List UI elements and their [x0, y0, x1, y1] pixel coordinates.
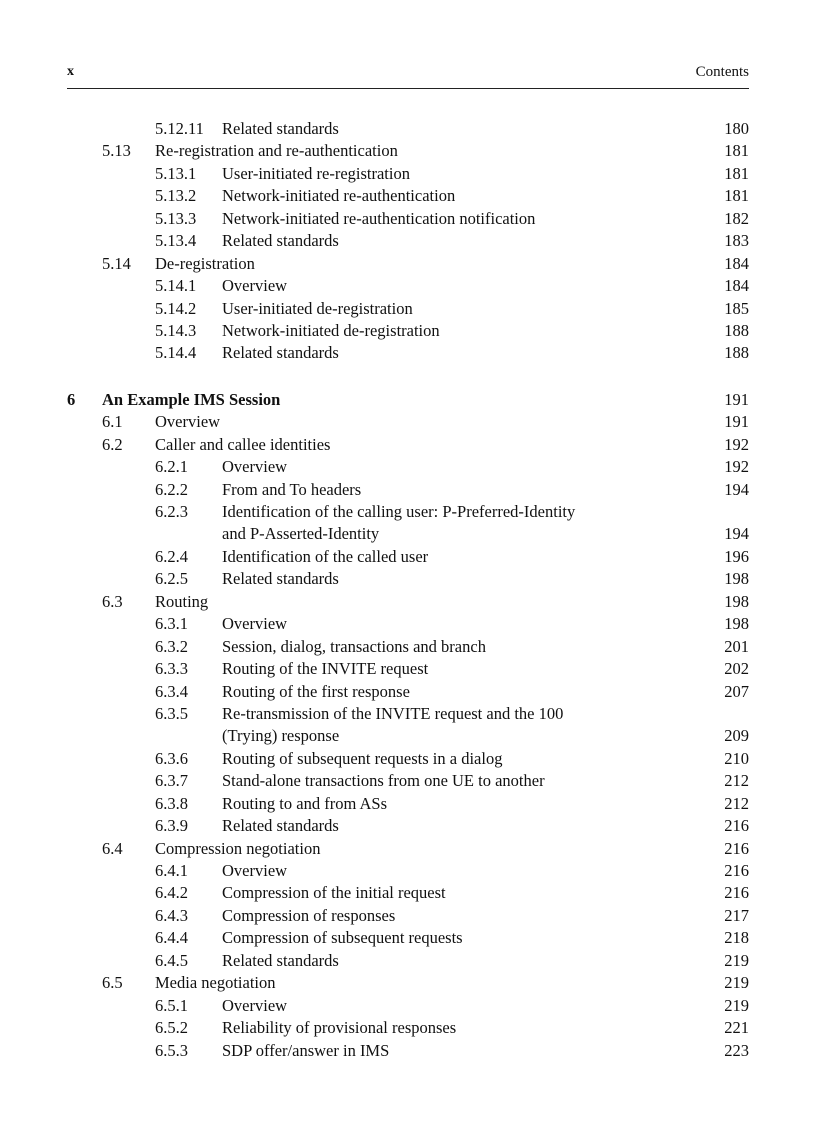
toc-entry-title: (Trying) response	[222, 726, 340, 746]
toc-subsection-entry	[0, 479, 816, 501]
toc-entry-number: 5.14	[102, 253, 131, 273]
toc-entry-number: 6.1	[102, 412, 123, 432]
toc-entry-continuation	[0, 523, 816, 545]
toc-entry-number: 6.4.1	[155, 861, 188, 880]
toc-entry-number: 5.12.11	[155, 119, 204, 138]
running-title: Contents	[695, 64, 749, 80]
toc-entry-title: Routing of the INVITE request	[222, 659, 429, 679]
header-rule	[67, 88, 749, 89]
toc-entry-number: 5.13.3	[155, 208, 197, 228]
toc-entry-page: 191	[724, 412, 749, 432]
toc-entry-number: 6.3.4	[155, 681, 188, 701]
toc-entry-number: 6.3.8	[155, 793, 188, 813]
toc-entry-number: 6.2.1	[155, 457, 188, 477]
toc-entry-page: 219	[724, 995, 749, 1015]
toc-entry-page: 221	[724, 1018, 749, 1038]
toc-entry-number: 5.14.3	[155, 320, 197, 340]
toc-entry-page: 188	[724, 320, 749, 340]
toc-entry-page: 198	[724, 591, 749, 611]
toc-subsection-entry	[0, 995, 816, 1017]
toc-entry-title: Identification of the called user	[222, 546, 429, 566]
toc-entry-number: 6.5.3	[155, 1040, 188, 1060]
toc-spacer	[0, 365, 816, 389]
toc-entry-page: 216	[724, 883, 749, 903]
toc-entry-title: Re-transmission of the INVITE request and the 100	[222, 703, 564, 723]
toc-entry-page: 216	[724, 816, 749, 836]
toc-entry-page: 196	[724, 546, 749, 566]
toc-subsection-entry	[0, 546, 816, 568]
toc-entry-page: 194	[724, 524, 749, 544]
toc-entry-title: De-registration	[155, 253, 255, 273]
toc-entry-title: Compression of subsequent requests	[222, 928, 463, 948]
toc-entry-title: Related standards	[222, 816, 339, 836]
toc-entry-title: Media negotiation	[155, 973, 276, 993]
toc-entry-page: 183	[724, 231, 749, 251]
toc-subsection-entry	[0, 298, 816, 320]
toc-entry-number: 6.4	[102, 838, 123, 858]
toc-subsection-entry	[0, 163, 816, 185]
toc-entry-page: 210	[724, 748, 749, 768]
toc-subsection-entry	[0, 230, 816, 252]
toc-section-entry	[0, 140, 816, 162]
toc-entry-title: Related standards	[222, 119, 339, 138]
toc-entry-title: Network-initiated re-authentication	[222, 186, 456, 206]
toc-entry-title: Routing of the first response	[222, 681, 410, 701]
toc-entry-title: Overview	[155, 412, 221, 432]
toc-entry-title: Compression of responses	[222, 905, 396, 925]
toc-entry-number: 6.2.5	[155, 569, 188, 589]
toc-entry-page: 191	[724, 389, 749, 409]
toc-subsection-entry	[0, 793, 816, 815]
toc-entry-page: 188	[724, 343, 749, 363]
toc-entry-page: 216	[724, 861, 749, 880]
toc-entry-page: 217	[724, 905, 749, 925]
toc-entry-page: 180	[724, 119, 749, 138]
toc-entry-title: From and To headers	[222, 479, 362, 499]
toc-subsection-entry	[0, 681, 816, 703]
toc-section-entry	[0, 972, 816, 994]
toc-entry-number: 5.13.4	[155, 231, 197, 251]
toc-entry-title: Related standards	[222, 343, 339, 363]
toc-subsection-entry	[0, 185, 816, 207]
toc-entry-number: 6.4.2	[155, 883, 188, 903]
toc-subsection-entry	[0, 860, 816, 882]
toc-subsection-entry	[0, 501, 816, 523]
toc-entry-number: 6.3.2	[155, 636, 188, 656]
toc-entry-title: Related standards	[222, 569, 339, 589]
toc-subsection-entry	[0, 568, 816, 590]
toc-entry-page: 192	[724, 434, 749, 454]
toc-entry-number: 6.2	[102, 434, 123, 454]
toc-entry-page: 181	[724, 186, 749, 206]
toc-entry-page: 185	[724, 298, 749, 318]
toc-subsection-entry	[0, 703, 816, 725]
toc-subsection-entry	[0, 905, 816, 927]
toc-subsection-entry	[0, 320, 816, 342]
toc-entry-page: 212	[724, 771, 749, 791]
toc-entry-number: 6.3.3	[155, 659, 188, 679]
toc-entry-number: 6.2.2	[155, 479, 188, 499]
toc-subsection-entry	[0, 456, 816, 478]
toc-entry-page: 182	[724, 208, 749, 228]
toc-entry-page: 192	[724, 457, 749, 477]
toc-entry-title: Reliability of provisional responses	[222, 1018, 457, 1038]
toc-chapter-entry	[0, 389, 816, 411]
toc-entry-number: 5.13	[102, 141, 131, 161]
toc-entry-title: Overview	[222, 276, 288, 296]
toc-entry-number: 6.3.7	[155, 771, 188, 791]
toc-entry-number: 6.3	[102, 591, 123, 611]
toc-entry-number: 5.13.2	[155, 186, 197, 206]
toc-entry-title: and P-Asserted-Identity	[222, 524, 380, 544]
toc-section-entry	[0, 434, 816, 456]
toc-entry-page: 216	[724, 838, 749, 858]
toc-entry-page: 194	[724, 479, 749, 499]
toc-entry-title: Network-initiated de-registration	[222, 320, 440, 340]
toc-entry-title: Related standards	[222, 950, 339, 970]
toc-entry-page: 212	[724, 793, 749, 813]
toc-entry-number: 5.14.1	[155, 276, 197, 296]
toc-entry-title: SDP offer/answer in IMS	[222, 1040, 390, 1060]
toc-entry-page: 201	[724, 636, 749, 656]
toc-subsection-entry	[0, 1017, 816, 1039]
toc-subsection-entry	[0, 636, 816, 658]
toc-entry-page: 198	[724, 614, 749, 634]
toc-entry-title: Re-registration and re-authentication	[155, 141, 398, 161]
toc-entry-number: 5.13.1	[155, 163, 197, 183]
toc-subsection-entry	[0, 770, 816, 792]
toc-subsection-entry	[0, 613, 816, 635]
toc-entry-title: User-initiated re-registration	[222, 163, 410, 183]
toc-entry-title: Identification of the calling user: P-Preferred-Identity	[222, 502, 576, 521]
toc-subsection-entry	[0, 927, 816, 949]
toc-entry-number: 5.14.2	[155, 298, 197, 318]
toc-entry-number: 6.5.1	[155, 995, 188, 1015]
table-of-contents	[0, 118, 816, 1062]
toc-subsection-entry	[0, 815, 816, 837]
toc-subsection-entry	[0, 882, 816, 904]
toc-section-entry	[0, 838, 816, 860]
toc-entry-number: 6.4.5	[155, 950, 188, 970]
toc-entry-title: Network-initiated re-authentication notification	[222, 208, 536, 228]
toc-entry-page: 219	[724, 950, 749, 970]
toc-entry-number: 6.3.6	[155, 748, 188, 768]
toc-entry-number: 6	[67, 389, 76, 409]
toc-entry-number: 6.3.9	[155, 816, 188, 836]
toc-section-entry	[0, 411, 816, 433]
toc-section-entry	[0, 253, 816, 275]
toc-entry-title: Compression of the initial request	[222, 883, 446, 903]
toc-entry-number: 6.5	[102, 973, 123, 993]
toc-entry-page: 184	[724, 253, 749, 273]
toc-subsection-entry	[0, 748, 816, 770]
toc-entry-title: Routing to and from ASs	[222, 793, 388, 813]
toc-entry-page: 184	[724, 276, 749, 296]
toc-entry-title: Overview	[222, 861, 288, 880]
toc-entry-title: An Example IMS Session	[102, 389, 281, 409]
toc-entry-title: Caller and callee identities	[155, 434, 331, 454]
toc-entry-page: 181	[724, 141, 749, 161]
toc-subsection-entry	[0, 208, 816, 230]
toc-entry-title: Overview	[222, 995, 288, 1015]
toc-entry-title: Routing of subsequent requests in a dialog	[222, 748, 503, 768]
toc-subsection-entry	[0, 658, 816, 680]
toc-entry-number: 6.2.4	[155, 546, 188, 566]
toc-entry-page: 202	[724, 659, 749, 679]
toc-entry-page: 219	[724, 973, 749, 993]
toc-entry-title: Overview	[222, 457, 288, 477]
toc-entry-page: 207	[724, 681, 749, 701]
toc-entry-title: Routing	[155, 591, 209, 611]
toc-subsection-entry	[0, 1040, 816, 1062]
toc-subsection-entry	[0, 118, 816, 140]
page-number: x	[67, 64, 74, 79]
toc-subsection-entry	[0, 342, 816, 364]
toc-entry-continuation	[0, 725, 816, 747]
toc-entry-page: 223	[724, 1040, 749, 1060]
toc-entry-number: 6.3.5	[155, 703, 188, 723]
running-header	[67, 64, 749, 86]
toc-entry-title: Related standards	[222, 231, 339, 251]
toc-entry-page: 218	[724, 928, 749, 948]
toc-entry-number: 6.4.4	[155, 928, 188, 948]
toc-subsection-entry	[0, 275, 816, 297]
toc-entry-title: User-initiated de-registration	[222, 298, 413, 318]
toc-entry-title: Stand-alone transactions from one UE to another	[222, 771, 545, 791]
toc-subsection-entry	[0, 950, 816, 972]
toc-entry-title: Compression negotiation	[155, 838, 321, 858]
toc-entry-number: 5.14.4	[155, 343, 197, 363]
toc-entry-page: 198	[724, 569, 749, 589]
toc-section-entry	[0, 591, 816, 613]
toc-entry-number: 6.3.1	[155, 614, 188, 634]
toc-entry-title: Overview	[222, 614, 288, 634]
toc-entry-number: 6.5.2	[155, 1018, 188, 1038]
toc-entry-number: 6.2.3	[155, 502, 188, 521]
toc-entry-page: 181	[724, 163, 749, 183]
toc-entry-page: 209	[724, 726, 749, 746]
toc-entry-number: 6.4.3	[155, 905, 188, 925]
toc-entry-title: Session, dialog, transactions and branch	[222, 636, 486, 656]
